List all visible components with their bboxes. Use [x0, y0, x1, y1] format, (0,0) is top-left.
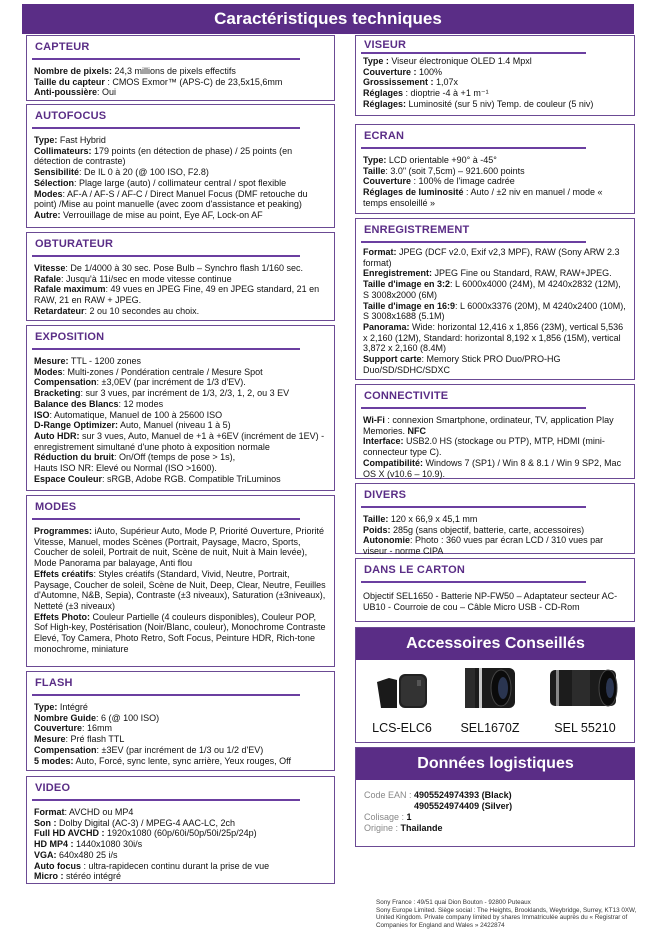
spec-value: Hauts ISO NR: Elevé ou Normal (ISO >1600). [34, 463, 217, 474]
footer [376, 899, 638, 929]
section-title: CONNECTIVITE [364, 390, 449, 402]
spec-row [34, 818, 328, 829]
spec-row [363, 67, 628, 78]
spec-row [363, 56, 628, 67]
spec-row [34, 526, 328, 569]
spec-row [363, 301, 628, 322]
spec-value: : 3.0" (soit 7,5cm) – 921.600 points [385, 165, 525, 176]
spec-value: Wide: horizontal 12,416 x 1,856 (23M), vertical 5,536 x 2,160 (12M), Standard: horizontal 8,192 x 1,856 (15M), vertical 3,872 x 2,160 (8.4M) [363, 321, 624, 354]
spec-key: Modes [34, 188, 63, 199]
spec-value: LCD orientable +90° à -45° [386, 155, 497, 165]
origine-value: Thailande [400, 823, 443, 833]
spec-value: Viseur électronique OLED 1.4 Mpxl [388, 56, 532, 66]
accessory-item [450, 664, 530, 735]
spec-row [363, 415, 628, 436]
spec-row [363, 354, 628, 375]
spec-key: Réduction du bruit [34, 452, 114, 463]
colisage-value: 1 [406, 812, 412, 822]
spec-value: : Photo : 360 vues par écran LCD / 310 vues par viseur - norme CIPA [363, 535, 604, 557]
section-body [356, 409, 634, 479]
spec-row [34, 284, 328, 305]
spec-key: Format: [363, 247, 397, 257]
spec-value: : AF-A / AF-S / AF-C / Direct Manuel Focus (DMF retouche du point) /Mise au point manuelle (avec zoom d'assistance et peaking) [34, 188, 308, 210]
spec-value: : On/Off (temps de pose > 1s), [114, 452, 236, 463]
spec-row [34, 178, 328, 189]
spec-row [34, 367, 328, 378]
spec-value: : CMOS Exmor™ (APS-C) de 23,5x15,6mm [104, 76, 283, 87]
spec-value: : L 6000x4000 (24M), M 4240x2832 (12M), S 3008x2000 (6M) [363, 279, 621, 300]
spec-value: Windows 7 (SP1) / Win 8 & 8.1 / Win 9 SP2, Mac OS X (v10.6 – 10.9). [363, 457, 622, 479]
spec-row [363, 99, 628, 110]
section-title: OBTURATEUR [35, 238, 114, 250]
spec-key: NFC [407, 425, 427, 436]
spec-value: Auto, Manuel (niveau 1 à 5) [118, 420, 231, 431]
footer-legal: Sony Europe Limited. Siège social : The Heights, Brooklands, Weybridge, Surrey, KT13 0XW, United Kingdom. Private company limited by shares Immatriculée auprès du « Registrar of Companies for England and Wales » 2422874 [376, 906, 637, 929]
section-title: EXPOSITION [35, 331, 105, 343]
spec-key: Nombre Guide [34, 712, 97, 723]
spec-value: 1,07x [433, 77, 459, 88]
spec-row [363, 436, 628, 457]
spec-row [34, 420, 328, 431]
spec-key: Poids: [363, 524, 391, 535]
spec-row [363, 514, 628, 525]
spec-key: Interface: [363, 436, 404, 447]
spec-row [34, 356, 328, 367]
section-capteur [26, 35, 335, 101]
spec-value: : sur 3 vues, par incrément de 1/3, 2/3, 1, 2, ou 3 EV [80, 388, 290, 399]
spec-key: Modes [34, 366, 63, 377]
spec-key: VGA: [34, 849, 57, 860]
spec-value: : Multi-zones / Pondération centrale / Mesure Spot [62, 366, 263, 377]
spec-key: Compatibilité: [363, 457, 423, 468]
spec-row [34, 263, 328, 274]
spec-key: Couverture [34, 723, 83, 734]
spec-key: Autonomie [363, 535, 410, 546]
spec-row [363, 88, 628, 99]
spec-key: Taille [363, 165, 386, 176]
spec-key: Effets créatifs [34, 568, 94, 579]
section-divers [355, 483, 635, 557]
spec-key: Bracketing [34, 388, 81, 399]
spec-row [34, 828, 328, 839]
spec-key: Nombre de pixels: [34, 66, 113, 76]
spec-value: : Automatique, Manuel de 100 à 25600 ISO [49, 409, 223, 420]
spec-key: Micro : [34, 871, 64, 882]
spec-row [34, 399, 328, 410]
spec-row [34, 569, 328, 612]
spec-value: TTL - 1200 zones [68, 356, 142, 366]
spec-key: Effets Photo: [34, 611, 90, 622]
spec-value: 285g (sans objectif, batterie, carte, accessoires) [390, 524, 585, 535]
accessory-item [538, 664, 632, 735]
spec-key: Auto HDR: [34, 430, 80, 441]
spec-key: Réglages: [363, 98, 407, 109]
accessory-item [362, 670, 442, 735]
footer-address: Sony France : 49/51 quai Dion Bouton - 92800 Puteaux [376, 899, 531, 906]
spec-key: Type : [363, 56, 389, 66]
section-body [27, 60, 334, 98]
spec-key: Réglages de luminosité [363, 187, 464, 198]
section-title: DIVERS [364, 489, 407, 501]
spec-row [363, 176, 628, 187]
spec-value: 120 x 66,9 x 45,1 mm [388, 514, 478, 524]
section-exposition [26, 325, 335, 491]
spec-key: Couverture : [363, 66, 417, 77]
accessories-title: Accessoires Conseillés [356, 628, 635, 660]
section-title: ENREGISTREMENT [364, 224, 470, 236]
section-title: ECRAN [364, 130, 405, 142]
logistics-title: Données logistiques [356, 748, 635, 780]
lens-short-icon [461, 664, 519, 712]
ean-silver: 4905524974409 (Silver) [414, 801, 513, 811]
spec-key: Mesure: [34, 356, 69, 366]
spec-value: : 100% de l'image cadrée [411, 176, 515, 187]
spec-value: 179 points (en détection de phase) / 25 points (en détection de contraste) [34, 145, 293, 167]
spec-row [34, 713, 328, 724]
spec-value: Couleur Partielle (4 couleurs disponibles), Couleur POP, Sof High-key, Postérisation (Noir/Blanc, couleur), Monochrome Contraste Elevé, Toy Camera, Photo Retro, Soft Focus, Peinture HDR, Rich-tone monochrome, miniature [34, 611, 326, 654]
spec-value: : ±3,0EV (par incrément de 1/3 d'EV). [96, 377, 246, 388]
section-body [356, 149, 634, 209]
lens-long-icon [546, 664, 624, 712]
spec-key: Rafale [34, 273, 62, 284]
spec-key: Format [34, 807, 65, 817]
spec-key: Couverture [363, 176, 412, 187]
page-title: Caractéristiques techniques [22, 4, 634, 34]
spec-key: Vitesse [34, 263, 66, 273]
logistics-panel [355, 747, 635, 847]
spec-value: Intégré [57, 702, 88, 712]
origine-label: Origine : [364, 823, 401, 833]
section-body [356, 508, 634, 557]
spec-key: 5 modes: [34, 755, 74, 766]
accessories-panel [355, 627, 635, 743]
section-ecran [355, 124, 635, 214]
spec-key: Grossissement : [363, 77, 434, 88]
spec-key: D-Range Optimizer: [34, 420, 119, 431]
spec-row [34, 474, 328, 485]
spec-row [34, 135, 328, 146]
spec-key: Taille d'image en 16:9 [363, 300, 456, 311]
spec-row [363, 279, 628, 300]
spec-row [363, 458, 628, 479]
spec-value: : 2 ou 10 secondes au choix. [84, 305, 200, 316]
section-modes [26, 495, 335, 667]
spec-key: Taille du capteur [34, 76, 105, 87]
spec-row [34, 146, 328, 167]
section-body [27, 350, 334, 484]
spec-value: Dolby Digital (AC-3) / MPEG-4 AAC-LC, 2ch [56, 817, 236, 828]
spec-value: 640x480 25 i/s [56, 849, 118, 860]
section-body [356, 243, 634, 375]
spec-row [34, 756, 328, 767]
spec-row [34, 745, 328, 756]
spec-row [363, 535, 628, 556]
spec-row [34, 734, 328, 745]
section-body [27, 520, 334, 654]
section-title: VIDEO [35, 782, 71, 794]
section-obturateur [26, 232, 335, 321]
section-body [27, 257, 334, 317]
section-body [27, 801, 334, 882]
spec-row [34, 702, 328, 713]
spec-row [34, 452, 328, 463]
spec-value: : Oui [97, 87, 117, 98]
spec-value: : Pré flash TTL [65, 734, 125, 745]
spec-value: : Memory Stick PRO Duo/PRO-HG Duo/SD/SDHC/SDXC [363, 354, 561, 375]
accessory-label: SEL1670Z [460, 721, 520, 735]
spec-row [34, 807, 328, 818]
spec-value: JPEG (DCF v2.0, Exif v2,3 MPF), RAW (Sony ARW 2.3 format) [363, 247, 620, 268]
spec-value: : L 6000x3376 (20M), M 4240x2400 (10M), S 3008x1688 (5.1M) [363, 300, 626, 322]
colisage-label: Colisage : [364, 812, 407, 822]
spec-value: : dioptrie -4 à +1 m⁻¹ [403, 88, 489, 99]
spec-value: : Plage large (auto) / collimateur central / spot flexible [74, 177, 287, 188]
spec-row [363, 155, 628, 166]
spec-value: : Auto / ±2 niv en manuel / mode « temps ensoleillé » [363, 187, 603, 208]
spec-key: Taille d'image en 3:2 [363, 279, 451, 290]
spec-row [363, 268, 628, 279]
spec-key: Sélection [34, 177, 75, 188]
spec-row [34, 377, 328, 388]
spec-row [34, 274, 328, 285]
spec-row [34, 388, 328, 399]
spec-key: HD MP4 : [34, 839, 74, 850]
spec-value: Auto, Forcé, sync lente, sync arrière, Yeux rouges, Off [73, 755, 291, 766]
spec-value: : Styles créatifs (Standard, Vivid, Neutre, Portrait, Paysage, Coucher de soleil, Scène de Nuit, Deep, Clear, Neutre, Feuilles d'Automne, N&B, Sepia), Contraste (±3 niveaux), Saturation (±3niveaux), Netteté (±3 niveaux) [34, 568, 326, 611]
spec-key: Panorama: [363, 321, 410, 332]
spec-row [34, 87, 328, 98]
camera-case-icon [371, 670, 433, 712]
spec-row [34, 306, 328, 317]
spec-value: : Jusqu'à 11i/sec en mode vitesse continue [61, 273, 232, 284]
section-title: MODES [35, 501, 77, 513]
section-title: AUTOFOCUS [35, 110, 107, 122]
spec-value: 1440x1080 30i/s [73, 839, 143, 850]
section-video [26, 776, 335, 884]
spec-key: Retardateur [34, 305, 85, 316]
spec-value: : sRGB, Adobe RGB. Compatible TriLuminos [102, 473, 281, 484]
spec-value: : De IL 0 à 20 (@ 100 ISO, F2.8) [79, 167, 209, 178]
spec-value: JPEG Fine ou Standard, RAW, RAW+JPEG. [432, 268, 612, 279]
carton-text: Objectif SEL1650 - Batterie NP-FW50 – Adaptateur secteur AC-UB10 - Courroie de cou – Câble Micro USB - CD-Rom [363, 591, 618, 612]
spec-row [34, 463, 328, 474]
section-title: FLASH [35, 677, 73, 689]
section-body [356, 54, 634, 110]
spec-value: : ultra-rapidecen continu durant la prise de vue [81, 860, 270, 871]
spec-key: Rafale maximum [34, 284, 106, 295]
spec-value: Luminosité (sur 5 niv) Temp. de couleur (5 niv) [406, 98, 594, 109]
spec-row [34, 612, 328, 655]
spec-row [363, 77, 628, 88]
spec-value: 1920x1080 (60p/60i/50p/50i/25p/24p) [104, 828, 257, 839]
spec-key: Type: [363, 155, 387, 165]
spec-row [363, 525, 628, 536]
section-autofocus [26, 104, 335, 228]
spec-row [34, 839, 328, 850]
section-viseur [355, 35, 635, 116]
spec-value: : AVCHD ou MP4 [64, 807, 134, 817]
section-carton [355, 558, 635, 622]
spec-row [34, 871, 328, 882]
spec-value: : 49 vues en JPEG Fine, 49 en JPEG standard, 21 en RAW, 21 en RAW + JPEG. [34, 284, 320, 306]
spec-row [34, 850, 328, 861]
spec-key: Support carte [363, 354, 422, 365]
spec-row [34, 431, 328, 452]
spec-key: Espace Couleur [34, 473, 103, 484]
spec-row [34, 167, 328, 178]
spec-value: sur 3 vues, Auto, Manuel de +1 à +6EV (incrément de 1EV) -enregistrement simultané d'une photo à exposition normale [34, 430, 325, 452]
spec-value: 24,3 millions de pixels effectifs [112, 66, 236, 76]
spec-row [34, 66, 328, 77]
spec-row [34, 77, 328, 88]
spec-key: Type: [34, 135, 58, 145]
spec-row [34, 410, 328, 421]
spec-value: 100% [416, 66, 443, 77]
section-body [27, 696, 334, 766]
section-connectivite [355, 384, 635, 479]
spec-value: USB2.0 HS (stockage ou PTP), MTP, HDMI (mini-connecteur type C). [363, 436, 605, 458]
spec-key: Wi-Fi [363, 415, 385, 425]
spec-row [363, 322, 628, 354]
spec-key: Compensation [34, 744, 97, 755]
spec-row [363, 166, 628, 177]
accessory-label: LCS-ELC6 [372, 721, 432, 735]
spec-key: Enregistrement: [363, 268, 433, 279]
spec-value: iAuto, Supérieur Auto, Mode P, Priorité Ouverture, Priorité Vitesse, Manuel, modes Scènes (Portrait, Paysage, Macro, Sports, Coucher de soleil, Portrait de nuit, Scène de nuit, Nuit à Main levée), Mode Panorama par balayage, Anti flou [34, 526, 324, 569]
accessory-label: SEL 55210 [554, 721, 616, 735]
spec-key: Auto focus [34, 860, 81, 871]
spec-row [363, 187, 628, 208]
spec-row [34, 861, 328, 872]
section-flash [26, 671, 335, 771]
spec-key: Collimateurs: [34, 145, 92, 156]
spec-row [363, 247, 628, 268]
section-title: VISEUR [364, 39, 407, 51]
section-title: DANS LE CARTON [364, 564, 465, 576]
spec-value: : 12 modes [118, 398, 164, 409]
spec-row [34, 723, 328, 734]
spec-key: Programmes: [34, 526, 93, 536]
spec-key: Anti-poussière [34, 87, 98, 98]
spec-value: : connexion Smartphone, ordinateur, TV, application Play Memories. [363, 415, 614, 436]
spec-key: Réglages [363, 88, 404, 99]
spec-value: : 6 (@ 100 ISO) [96, 712, 160, 723]
spec-value: : 16mm [82, 723, 113, 734]
spec-key: Mesure [34, 734, 66, 745]
spec-value: : ±3EV (par incrément de 1/3 ou 1/2 d'EV) [96, 744, 264, 755]
spec-row [34, 189, 328, 210]
spec-value: Verrouillage de mise au point, Eye AF, Lock-on AF [60, 209, 263, 220]
spec-value: stéréo intégré [63, 871, 122, 882]
ean-label: Code EAN : [364, 790, 412, 800]
spec-row [34, 210, 328, 221]
section-title: CAPTEUR [35, 41, 90, 53]
spec-value: Fast Hybrid [57, 135, 106, 145]
spec-key: Sensibilité [34, 167, 80, 178]
section-enregistrement [355, 218, 635, 380]
spec-key: Type: [34, 702, 58, 712]
spec-key: Autre: [34, 209, 61, 220]
section-body [27, 129, 334, 221]
spec-value: : De 1/4000 à 30 sec. Pose Bulb – Synchro flash 1/160 sec. [65, 263, 304, 273]
spec-key: Taille: [363, 514, 389, 524]
ean-black: 4905524974393 (Black) [414, 790, 512, 800]
spec-key: Compensation [34, 377, 97, 388]
spec-key: Balance des Blancs [34, 398, 119, 409]
spec-key: Full HD AVCHD : [34, 828, 105, 839]
spec-key: ISO [34, 409, 50, 420]
logistics-body [364, 790, 512, 834]
spec-key: Son : [34, 817, 57, 828]
